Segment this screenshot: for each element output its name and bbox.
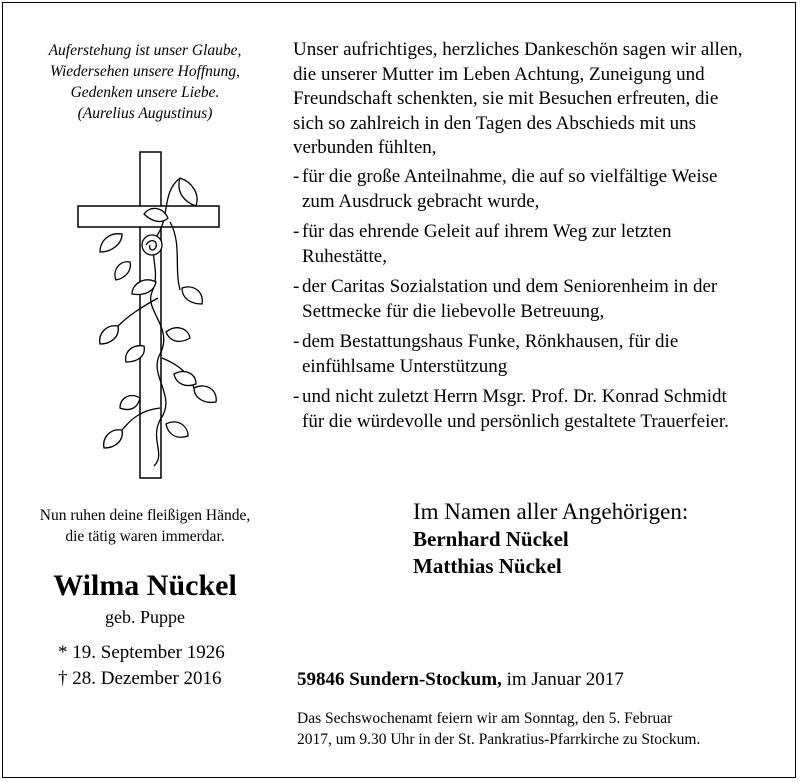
bullet-dash: - (293, 276, 300, 297)
list-item-text: zum Ausdruck gebracht wurde, (302, 190, 540, 212)
list-item-text: für die würdevolle und persönlich gestaltete Trauerfeier. (302, 410, 729, 432)
deceased-name: Wilma Nückel (53, 569, 237, 602)
quote-line: die tätig waren immerdar. (65, 528, 225, 545)
life-dates (58, 640, 225, 692)
list-item-text: Settmecke für die liebevolle Betreuung, (302, 300, 605, 322)
poem (18, 40, 272, 124)
list-item (293, 330, 793, 379)
bullet-dash: - (293, 166, 300, 187)
poem-line: Gedenken unsere Liebe. (70, 84, 220, 101)
bullet-dash: - (293, 221, 300, 242)
list-item (293, 385, 793, 434)
list-item-text: für die große Anteilnahme, die auf so vielfältige Weise (302, 166, 718, 187)
list-item-text: einfühlsame Unterstützung (302, 355, 508, 377)
poem-line: Wiedersehen unsere Hoffnung, (49, 63, 241, 80)
thanks-line: die unserer Mutter im Leben Achtung, Zuneigung und (293, 63, 705, 85)
bullet-dash: - (293, 331, 300, 352)
birth-name: geb. Puppe (105, 607, 185, 627)
list-item-text: für das ehrende Geleit auf ihrem Weg zur letzten (302, 221, 672, 242)
family-signature (413, 498, 688, 580)
thanks-line: Freundschaft schenkten, sie mit Besuchen erfreuten, die (293, 88, 719, 109)
place-date (297, 668, 624, 692)
thanks-line: Unser aufrichtiges, herzliches Dankeschön sagen wir allen, (293, 39, 743, 60)
list-item-text: dem Bestattungshaus Funke, Rönkhausen, für die (302, 331, 679, 352)
thanks-list (293, 165, 793, 440)
family-intro: Im Namen aller Angehörigen: (413, 499, 689, 524)
list-item (293, 275, 793, 324)
list-item (293, 165, 793, 214)
notice-line: Das Sechswochenamt feiern wir am Sonntag, den 5. Februar (297, 710, 673, 727)
poem-line: Auferstehung ist unser Glaube, (48, 42, 242, 59)
death-date: † 28. Dezember 2016 (58, 668, 222, 689)
thanks-line: sich so zahlreich in den Tagen des Abschieds mit uns (293, 112, 697, 134)
list-item (293, 220, 793, 269)
quote (18, 505, 272, 547)
list-item-text: Ruhestätte, (302, 245, 387, 267)
birth-date: * 19. September 1926 (58, 642, 225, 663)
family-member: Matthias Nückel (413, 554, 562, 578)
poem-line: (Aurelius Augustinus) (77, 105, 213, 122)
list-item-text: und nicht zuletzt Herrn Msgr. Prof. Dr. Konrad Schmidt (302, 386, 727, 407)
date: im Januar 2017 (501, 669, 624, 690)
quote-line: Nun ruhen deine fleißigen Hände, (39, 507, 251, 524)
cross-icon (70, 148, 230, 483)
notice-line: 2017, um 9.30 Uhr in der St. Pankratius-Pfarrkirche zu Stockum. (297, 730, 701, 748)
bullet-dash: - (293, 386, 300, 407)
thanks-line: verbunden fühlten, (293, 137, 437, 158)
place: 59846 Sundern-Stockum, (297, 669, 502, 690)
thanks-intro (293, 38, 785, 161)
mass-notice (297, 709, 700, 750)
family-member: Bernhard Nückel (413, 527, 569, 551)
list-item-text: der Caritas Sozialstation und dem Seniorenheim in der (302, 276, 718, 297)
